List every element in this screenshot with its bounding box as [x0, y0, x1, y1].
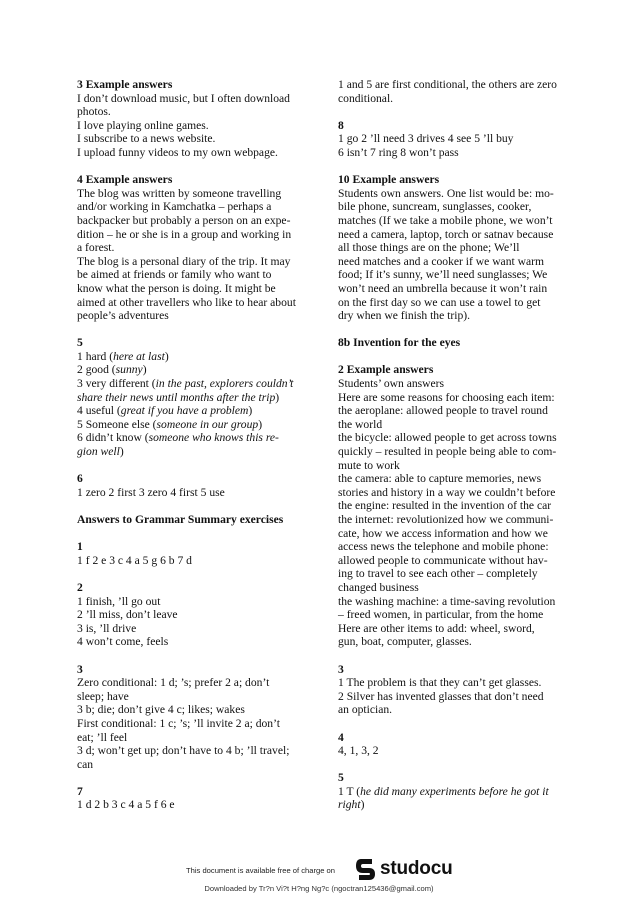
studocu-logo-icon	[355, 857, 377, 881]
left-column	[77, 78, 305, 826]
answer-line: ing to travel to see each other – completely	[338, 567, 538, 581]
answer-section	[338, 119, 568, 160]
answer-section	[338, 731, 568, 758]
answer-line: cate, how we access information and how we	[338, 526, 548, 540]
answer-line: sleep; have	[77, 689, 129, 703]
section-heading: 5	[77, 336, 83, 350]
section-heading: 3 Example answers	[77, 78, 173, 91]
answer-line: need matches and a cooker if we want warm	[338, 254, 545, 268]
answer-line: I don’t download music, but I often download	[77, 91, 290, 105]
answer-line: changed business	[338, 580, 419, 594]
quoted-evidence: right	[338, 798, 361, 812]
answer-text: 1 T (	[338, 784, 361, 798]
section-heading: 4 Example answers	[77, 173, 173, 187]
answer-line: can	[77, 757, 94, 771]
answer-line: an optician.	[338, 703, 393, 717]
answer-line: dry when we finish the trip).	[338, 309, 471, 323]
answer-line: 1 f 2 e 3 c 4 a 5 g 6 b 7 d	[77, 553, 192, 567]
answer-line: 2 ’ll miss, don’t leave	[77, 608, 178, 622]
section-heading: 4	[338, 730, 344, 744]
answer-line: dition – he or she is in a group and working in	[77, 227, 292, 241]
answer-line: Students own answers. One list would be: mo-	[338, 186, 554, 200]
quoted-evidence: share their news until months after the trip	[77, 390, 276, 404]
answer-line: 2 Silver has invented glasses that don’t need	[338, 689, 544, 703]
answer-line: First conditional: 1 c; ’s; ’ll invite 2 a; don’t	[77, 716, 280, 730]
answer-line: The blog was written by someone travelling	[77, 186, 282, 200]
answer-text: )	[248, 404, 253, 418]
answer-section	[77, 513, 305, 527]
section-heading: Answers to Grammar Summary exercises	[77, 513, 284, 526]
section-heading: 7	[77, 784, 83, 798]
section-heading: 10 Example answers	[338, 173, 440, 187]
answer-line: backpacker but probably a person on an expe-	[77, 213, 291, 227]
answer-line: 1 go 2 ’ll need 3 drives 4 see 5 ’ll buy	[338, 132, 514, 146]
answer-line	[77, 391, 305, 405]
answer-text: )	[119, 445, 124, 459]
answer-section	[77, 78, 305, 160]
answer-line: aimed at other travellers who like to hear about	[77, 295, 296, 309]
answer-line	[338, 798, 568, 812]
answer-section	[77, 663, 305, 772]
quoted-evidence: gion well	[77, 445, 120, 459]
answer-line: 4 won’t come, feels	[77, 635, 169, 649]
answer-line: I subscribe to a news website.	[77, 132, 216, 146]
answer-text: )	[275, 390, 280, 404]
footer-availability-text: This document is available free of charge on	[186, 866, 336, 875]
answer-line: people’s adventures	[77, 309, 169, 323]
answer-section	[77, 472, 305, 499]
section-heading: 6	[77, 472, 83, 486]
quoted-evidence: great if you have a problem	[120, 404, 249, 418]
answer-line	[77, 431, 305, 445]
answer-line: allowed people to communicate without hav-	[338, 553, 548, 567]
answer-line: The blog is a personal diary of the trip. It may	[77, 254, 291, 268]
answer-line: Zero conditional: 1 d; ’s; prefer 2 a; don’t	[77, 676, 270, 690]
answer-line: and/or working in Kamchatka – perhaps a	[77, 200, 272, 214]
section-heading: 8b Invention for the eyes	[338, 336, 461, 350]
answer-line: stories and history in a way we couldn’t before	[338, 485, 556, 499]
answer-section	[77, 540, 305, 567]
answer-line: Here are other items to add: wheel, sword,	[338, 621, 535, 635]
answer-line: 1 finish, ’ll go out	[77, 594, 161, 608]
section-heading: 3	[338, 662, 344, 676]
answer-line	[77, 404, 305, 418]
answer-text: )	[142, 363, 147, 377]
answer-line: the camera: able to capture memories, news	[338, 472, 542, 486]
quoted-evidence: someone who knows this re-	[148, 431, 279, 445]
quoted-evidence: someone in our group	[156, 417, 259, 431]
answer-line: mute to work	[338, 458, 400, 472]
answer-text: 4 useful (	[77, 404, 121, 418]
answer-line: the engine: resulted in the invention of the car	[338, 499, 552, 513]
answer-line: Here are some reasons for choosing each item:	[338, 390, 555, 404]
answer-text: 6 didn’t know (	[77, 431, 149, 445]
answer-section	[338, 173, 568, 323]
answer-line	[77, 363, 305, 377]
answer-line	[338, 785, 568, 799]
right-column	[338, 78, 568, 826]
answer-line: access news the telephone and mobile phone:	[338, 540, 549, 554]
answer-line: 3 d; won’t get up; don’t have to 4 b; ’ll travel;	[77, 744, 290, 758]
answer-line: bile phone, suncream, sunglasses, cooker,	[338, 200, 532, 214]
answer-section	[77, 785, 305, 812]
answer-line: on the first day so we can use a towel to get	[338, 295, 541, 309]
answer-line: quickly – resulted in people being able to com-	[338, 445, 557, 459]
answer-line: – freed women, in particular, from the home	[338, 608, 544, 622]
answer-section	[338, 771, 568, 812]
quoted-evidence: sunny	[115, 363, 143, 377]
download-attribution: Downloaded by Tr?n Vi?t H?ng Ng?c (ngoctran125436@gmail.com)	[204, 884, 434, 893]
answer-line	[77, 418, 305, 432]
answer-line: 1 The problem is that they can’t get glasses.	[338, 676, 542, 690]
quoted-evidence: here at last	[113, 349, 165, 363]
answer-section	[338, 663, 568, 717]
answer-line: all those things are on the phone; We’ll	[338, 241, 520, 255]
answer-line: the bicycle: allowed people to get across towns	[338, 431, 557, 445]
answer-line: the world	[338, 417, 383, 431]
section-heading: 2 Example answers	[338, 363, 434, 377]
answer-line: 3 is, ’ll drive	[77, 621, 137, 635]
answer-line: 6 isn’t 7 ring 8 won’t pass	[338, 145, 459, 159]
answer-line: I upload funny videos to my own webpage.	[77, 145, 278, 159]
answer-line: matches (If we take a mobile phone, we won’t	[338, 213, 553, 227]
answer-line: won’t need an umbrella because it won’t rain	[338, 281, 548, 295]
section-heading: 3	[77, 662, 83, 676]
answer-section	[77, 336, 305, 458]
answer-text: 2 good (	[77, 363, 116, 377]
section-heading: 2	[77, 580, 83, 594]
answer-line: need a camera, laptop, torch or satnav because	[338, 227, 554, 241]
answer-text: 1 hard (	[77, 349, 114, 363]
studocu-brand-text: studocu	[380, 858, 453, 879]
studocu-logo[interactable]	[355, 857, 453, 881]
answer-section	[77, 581, 305, 649]
answer-section	[338, 336, 568, 350]
answer-line: 3 b; die; don’t give 4 c; likes; wakes	[77, 703, 245, 717]
answer-text: 5 Someone else (	[77, 417, 157, 431]
answer-section	[77, 173, 305, 323]
answer-line: conditional.	[338, 91, 394, 105]
answer-line: the internet: revolutionized how we communi-	[338, 513, 554, 526]
quoted-evidence: he did many experiments before he got it	[360, 784, 549, 798]
answer-line	[77, 377, 305, 391]
answer-line: the washing machine: a time-saving revolution	[338, 594, 556, 608]
answer-line	[77, 350, 305, 364]
answer-text: )	[164, 349, 169, 363]
answer-line: 1 d 2 b 3 c 4 a 5 f 6 e	[77, 798, 175, 812]
answer-line: a forest.	[77, 241, 115, 255]
answer-line: I love playing online games.	[77, 118, 209, 132]
answer-line: eat; ’ll feel	[77, 730, 128, 744]
answer-text: )	[360, 798, 365, 812]
answer-line: know what the person is doing. It might be	[77, 281, 276, 295]
answer-text: )	[258, 417, 263, 431]
section-heading: 5	[338, 771, 344, 785]
answer-line: be aimed at friends or family who want to	[77, 268, 272, 282]
answer-line: photos.	[77, 105, 111, 119]
answer-text: 3 very different (	[77, 377, 156, 391]
section-heading: 8	[338, 118, 344, 132]
answer-line: 1 and 5 are first conditional, the others are zero	[338, 78, 557, 91]
answer-line: gun, boat, computer, glasses.	[338, 635, 472, 649]
answer-line	[77, 445, 305, 459]
section-heading: 1	[77, 540, 83, 554]
answer-section	[338, 363, 568, 648]
answer-section	[338, 78, 568, 105]
answer-line: 1 zero 2 first 3 zero 4 first 5 use	[77, 485, 225, 499]
answer-line: Students’ own answers	[338, 377, 445, 391]
quoted-evidence: in the past, explorers couldn’t	[155, 377, 294, 391]
answer-line: the aeroplane: allowed people to travel round	[338, 404, 548, 418]
answer-line: 4, 1, 3, 2	[338, 744, 379, 758]
answer-line: food; If it’s sunny, we’ll need sunglasses; We	[338, 268, 548, 282]
